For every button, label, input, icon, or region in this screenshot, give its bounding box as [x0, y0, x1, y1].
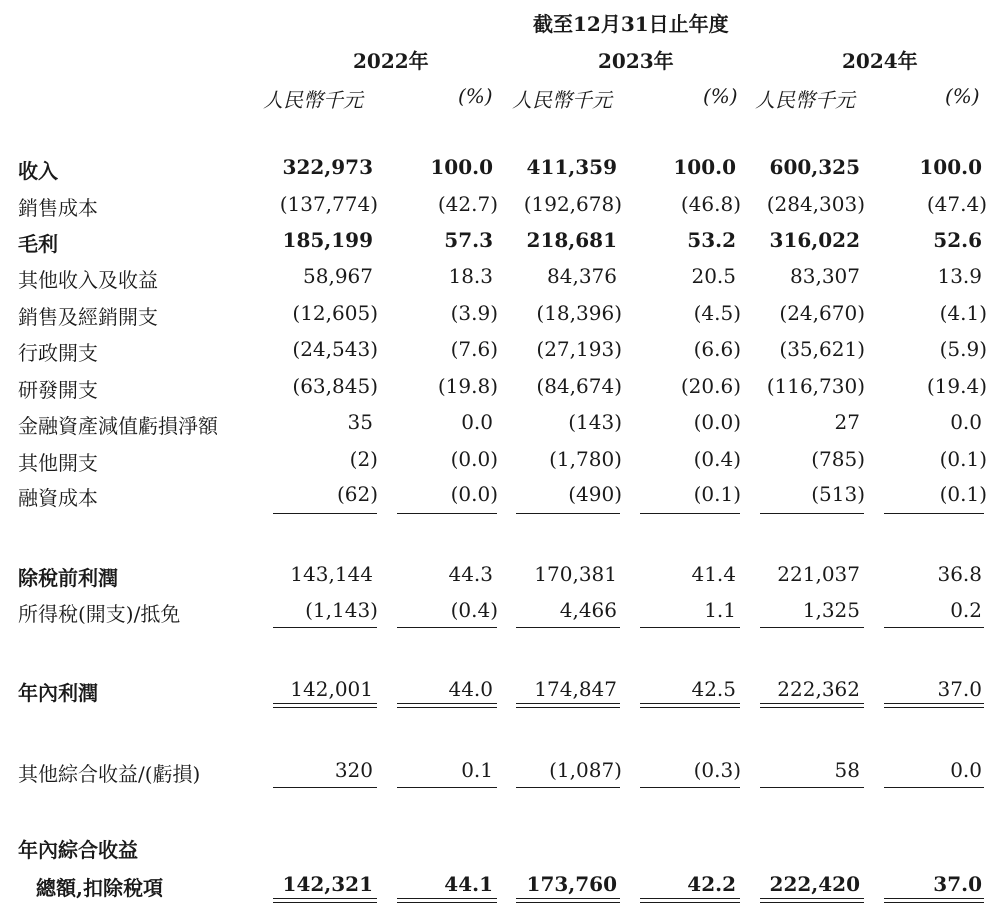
row-label-income-tax: 所得稅(開支)/抵免	[18, 602, 181, 626]
cell-2022-pct: (0.0)	[450, 447, 498, 471]
cell-2024-pct: 37.0	[937, 677, 982, 701]
pct-label-2023: (%)	[703, 84, 738, 108]
cell-2023-amount: 84,376	[547, 264, 617, 288]
cell-2024-amount: 222,420	[769, 872, 860, 896]
cell-2023-pct: (6.6)	[693, 337, 741, 361]
subtotal-rule	[760, 627, 864, 628]
cell-2024-pct: (0.1)	[939, 447, 987, 471]
cell-2023-pct: (0.4)	[693, 447, 741, 471]
cell-2022-pct: (0.4)	[450, 598, 498, 622]
cell-2024-amount: (785)	[811, 447, 865, 471]
cell-2023-amount: 218,681	[526, 228, 617, 252]
row-label-total-net-of-tax: 總額,扣除稅項	[36, 876, 163, 900]
total-double-rule	[760, 703, 864, 708]
cell-2022-pct: (42.7)	[437, 192, 498, 216]
row-label-cost-of-sales: 銷售成本	[18, 196, 98, 220]
period-heading: 截至12月31日止年度	[533, 12, 729, 36]
cell-2022-pct: 57.3	[444, 228, 493, 252]
cell-2024-pct: 0.2	[950, 598, 982, 622]
cell-2022-amount: (137,774)	[279, 192, 378, 216]
cell-2024-pct: 0.0	[950, 410, 982, 434]
cell-2023-pct: 42.2	[687, 872, 736, 896]
cell-2022-pct: 44.3	[448, 562, 493, 586]
subtotal-rule	[397, 627, 497, 628]
cell-2022-amount: (2)	[349, 447, 378, 471]
total-double-rule	[884, 703, 984, 708]
cell-2022-pct: 0.1	[461, 758, 493, 782]
cell-2022-amount: 320	[334, 758, 373, 782]
cell-2023-pct: 42.5	[691, 677, 736, 701]
subtotal-rule	[516, 787, 620, 788]
subtotal-rule	[884, 787, 984, 788]
cell-2022-amount: 142,321	[282, 872, 373, 896]
cell-2023-pct: 1.1	[704, 598, 736, 622]
subtotal-rule	[397, 787, 497, 788]
cell-2024-amount: 222,362	[777, 677, 860, 701]
cell-2023-amount: (1,087)	[549, 758, 622, 782]
subtotal-rule	[640, 787, 740, 788]
cell-2022-amount: (62)	[336, 482, 378, 506]
cell-2024-pct: (19.4)	[926, 374, 987, 398]
cell-2023-amount: (490)	[568, 482, 622, 506]
cell-2023-amount: (1,780)	[549, 447, 622, 471]
row-label-rd-expenses: 研發開支	[18, 378, 98, 402]
cell-2022-amount: (24,543)	[292, 337, 378, 361]
cell-2023-pct: (0.0)	[693, 410, 741, 434]
row-label-profit-for-year: 年內利潤	[18, 681, 98, 705]
row-label-gross-profit: 毛利	[18, 232, 58, 256]
cell-2024-pct: 13.9	[937, 264, 982, 288]
cell-2024-amount: 1,325	[802, 598, 860, 622]
pct-label-2022: (%)	[458, 84, 493, 108]
cell-2023-pct: 20.5	[691, 264, 736, 288]
cell-2024-pct: 37.0	[933, 872, 982, 896]
cell-2023-amount: (84,674)	[536, 374, 622, 398]
row-label-other-expenses: 其他開支	[18, 451, 98, 475]
subtotal-rule	[760, 513, 864, 514]
subtotal-rule	[884, 627, 984, 628]
row-label-revenue: 收入	[18, 159, 58, 183]
cell-2024-pct: 36.8	[937, 562, 982, 586]
cell-2024-amount: (24,670)	[779, 301, 865, 325]
cell-2024-amount: (116,730)	[766, 374, 865, 398]
cell-2023-pct: 41.4	[691, 562, 736, 586]
cell-2023-pct: (46.8)	[680, 192, 741, 216]
subtotal-rule	[760, 787, 864, 788]
cell-2023-amount: (192,678)	[523, 192, 622, 216]
subtotal-rule	[273, 513, 377, 514]
cell-2023-amount: (18,396)	[536, 301, 622, 325]
cell-2024-pct: (4.1)	[939, 301, 987, 325]
subtotal-rule	[273, 787, 377, 788]
cell-2024-pct: (47.4)	[926, 192, 987, 216]
cell-2023-amount: 411,359	[526, 155, 617, 179]
year-heading-2024: 2024年	[842, 49, 918, 73]
cell-2023-pct: 53.2	[687, 228, 736, 252]
year-heading-2023: 2023年	[598, 49, 674, 73]
cell-2024-amount: 83,307	[790, 264, 860, 288]
cell-2023-amount: (27,193)	[536, 337, 622, 361]
cell-2022-amount: 322,973	[282, 155, 373, 179]
row-label-selling-expenses: 銷售及經銷開支	[18, 305, 158, 329]
total-double-rule	[640, 898, 740, 903]
pct-label-2024: (%)	[945, 84, 980, 108]
subtotal-rule	[273, 627, 377, 628]
cell-2024-amount: (35,621)	[779, 337, 865, 361]
cell-2022-pct: 44.0	[448, 677, 493, 701]
total-double-rule	[397, 703, 497, 708]
cell-2023-amount: 173,760	[526, 872, 617, 896]
cell-2022-amount: (12,605)	[292, 301, 378, 325]
cell-2022-pct: (7.6)	[450, 337, 498, 361]
cell-2024-amount: 221,037	[777, 562, 860, 586]
total-double-rule	[397, 898, 497, 903]
cell-2022-pct: 100.0	[430, 155, 493, 179]
cell-2022-pct: (0.0)	[450, 482, 498, 506]
unit-label-2024: 人民幣千元	[755, 88, 855, 112]
year-heading-2022: 2022年	[353, 49, 429, 73]
cell-2024-pct: (5.9)	[939, 337, 987, 361]
cell-2022-amount: 58,967	[303, 264, 373, 288]
cell-2024-amount: 27	[834, 410, 860, 434]
cell-2024-amount: (513)	[811, 482, 865, 506]
cell-2024-pct: 0.0	[950, 758, 982, 782]
cell-2023-amount: 4,466	[559, 598, 617, 622]
total-double-rule	[516, 703, 620, 708]
cell-2023-pct: (4.5)	[693, 301, 741, 325]
total-double-rule	[640, 703, 740, 708]
subtotal-rule	[884, 513, 984, 514]
total-double-rule	[760, 898, 864, 903]
cell-2023-pct: (0.3)	[693, 758, 741, 782]
total-double-rule	[516, 898, 620, 903]
cell-2024-amount: 600,325	[769, 155, 860, 179]
row-label-total-comprehensive-income: 年內綜合收益	[18, 838, 138, 862]
cell-2024-amount: 58	[834, 758, 860, 782]
row-label-profit-before-tax: 除稅前利潤	[18, 566, 118, 590]
cell-2023-amount: 174,847	[534, 677, 617, 701]
cell-2023-amount: (143)	[568, 410, 622, 434]
cell-2022-amount: 35	[347, 410, 373, 434]
cell-2023-pct: (0.1)	[693, 482, 741, 506]
cell-2022-pct: 44.1	[444, 872, 493, 896]
subtotal-rule	[640, 627, 740, 628]
unit-label-2023: 人民幣千元	[512, 88, 612, 112]
subtotal-rule	[640, 513, 740, 514]
cell-2023-pct: 100.0	[673, 155, 736, 179]
cell-2024-pct: 52.6	[933, 228, 982, 252]
subtotal-rule	[397, 513, 497, 514]
cell-2022-pct: (3.9)	[450, 301, 498, 325]
cell-2023-amount: 170,381	[534, 562, 617, 586]
subtotal-rule	[516, 627, 620, 628]
cell-2022-amount: 143,144	[290, 562, 373, 586]
cell-2022-pct: 18.3	[448, 264, 493, 288]
cell-2022-amount: 185,199	[282, 228, 373, 252]
cell-2022-amount: 142,001	[290, 677, 373, 701]
total-double-rule	[273, 898, 377, 903]
unit-label-2022: 人民幣千元	[263, 88, 363, 112]
cell-2024-pct: (0.1)	[939, 482, 987, 506]
cell-2024-amount: 316,022	[769, 228, 860, 252]
cell-2022-pct: (19.8)	[437, 374, 498, 398]
row-label-admin-expenses: 行政開支	[18, 341, 98, 365]
total-double-rule	[884, 898, 984, 903]
total-double-rule	[273, 703, 377, 708]
cell-2023-pct: (20.6)	[680, 374, 741, 398]
cell-2024-pct: 100.0	[919, 155, 982, 179]
cell-2022-amount: (63,845)	[292, 374, 378, 398]
row-label-impairment-losses: 金融資產減值虧損淨額	[18, 414, 218, 438]
cell-2022-amount: (1,143)	[305, 598, 378, 622]
row-label-finance-costs: 融資成本	[18, 486, 98, 510]
subtotal-rule	[516, 513, 620, 514]
row-label-other-comprehensive-income: 其他綜合收益/(虧損)	[18, 762, 201, 786]
cell-2022-pct: 0.0	[461, 410, 493, 434]
row-label-other-income: 其他收入及收益	[18, 268, 158, 292]
cell-2024-amount: (284,303)	[766, 192, 865, 216]
